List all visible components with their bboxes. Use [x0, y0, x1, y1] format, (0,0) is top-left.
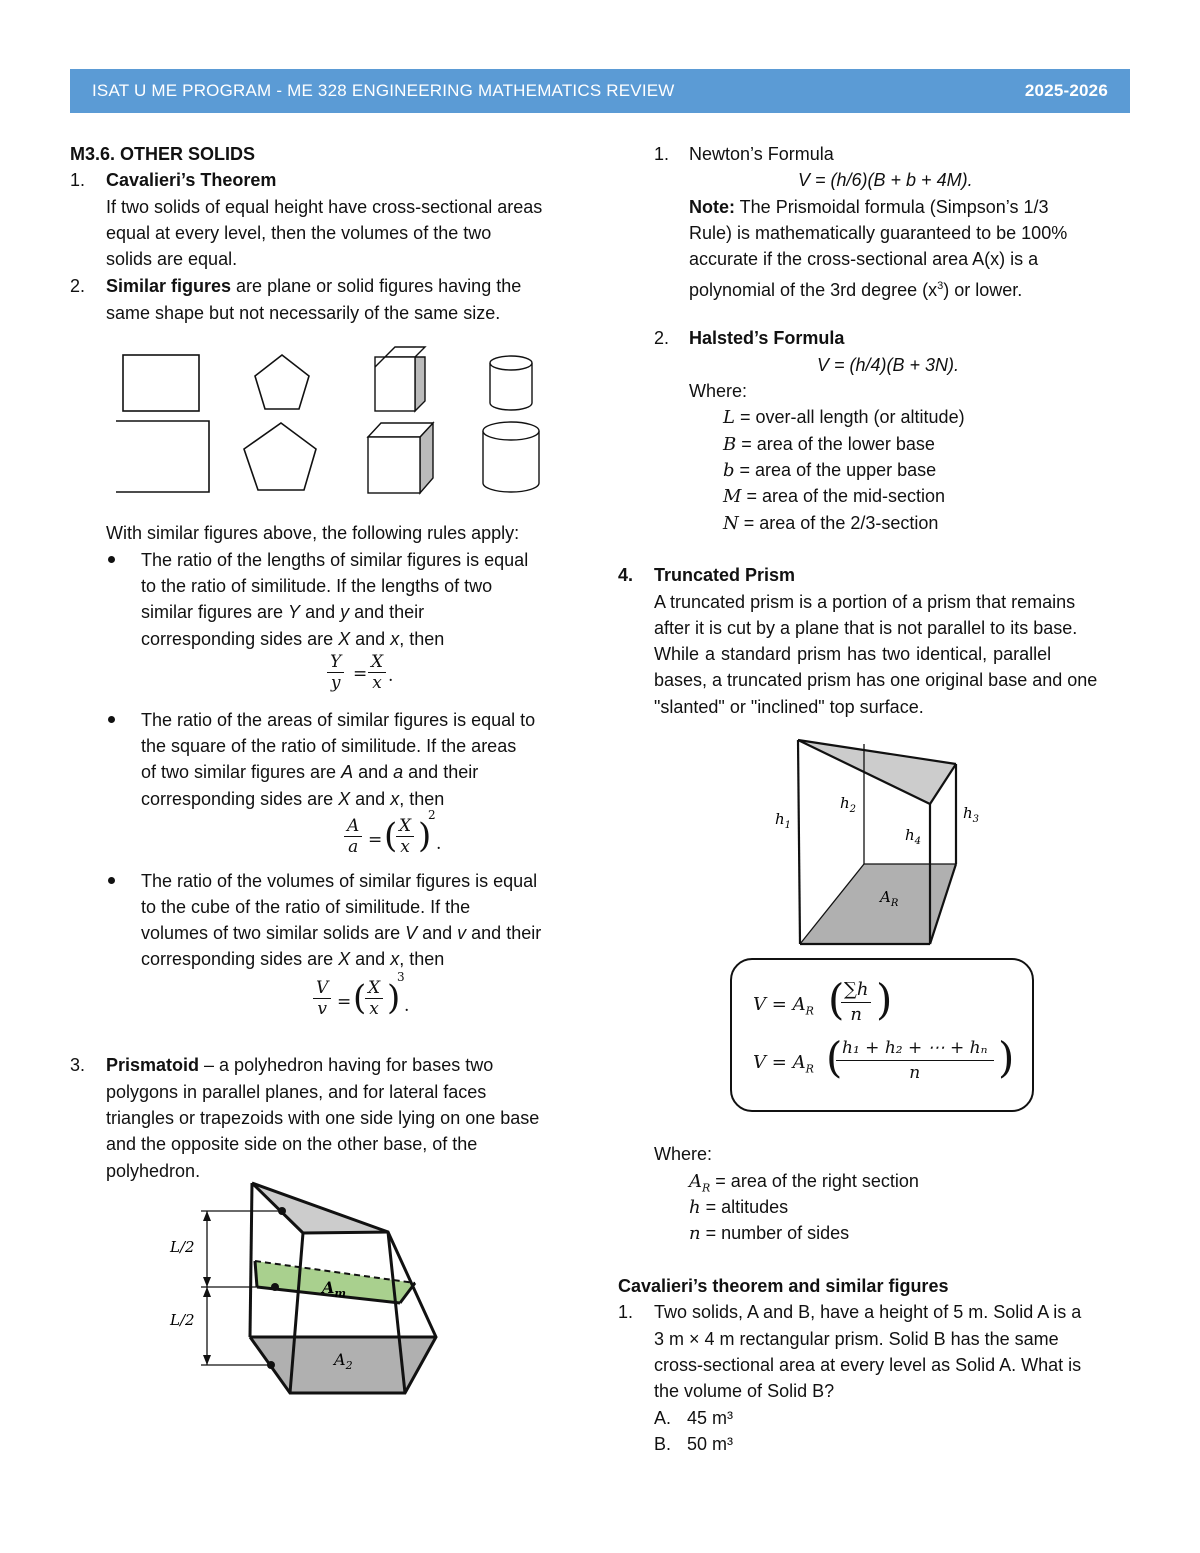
numerator: h₁ + h₂ + ⋯ + hₙ [836, 1036, 994, 1061]
item1-line: solids are equal. [106, 249, 238, 269]
rule1-line4 [141, 626, 444, 652]
symbol: L [723, 407, 735, 428]
fraction-A-a [344, 816, 362, 857]
var: x [390, 789, 400, 809]
bullet [108, 877, 115, 884]
item3-line: triangles or trapezoids with one side lying on one base [106, 1108, 540, 1128]
fraction-X-x [368, 652, 386, 693]
paren-right: ) [876, 975, 893, 1024]
where-label: Where: [689, 381, 748, 401]
small-pentagon [255, 355, 309, 409]
item3-line: and the opposite side on the other base, of the [106, 1134, 478, 1154]
text: corresponding sides are [141, 629, 339, 649]
symbol: A [792, 1052, 806, 1073]
symbol: h [689, 1197, 701, 1218]
text: and [300, 602, 341, 622]
var: Y [288, 602, 301, 622]
text: , then [399, 629, 445, 649]
definition [689, 1220, 849, 1247]
rule3-line4 [141, 946, 444, 972]
fraction-X-x [365, 978, 383, 1019]
sum-symbol: ∑ [844, 979, 857, 1000]
section-title: M3.6. OTHER SOLIDS [70, 144, 256, 164]
var: A [341, 762, 354, 782]
symbol: V [753, 1052, 766, 1073]
where-label: Where: [654, 1144, 713, 1164]
note-line1 [689, 194, 1048, 220]
var: a [393, 762, 404, 782]
text: and their [466, 923, 542, 943]
trunc-line: A truncated prism is a portion of a prism that remains [654, 592, 1076, 612]
definition-text: = number of sides [700, 1223, 850, 1243]
similar-figures-illustration [110, 345, 560, 500]
rule3-line3 [141, 920, 541, 946]
truncated-prism-diagram [760, 732, 1000, 952]
var: y [340, 602, 350, 622]
choice-label: B. [654, 1434, 672, 1454]
trunc-title: Truncated Prism [654, 565, 796, 585]
item3-line1-rest: – a polyhedron having for bases two [199, 1055, 494, 1075]
equals-sign: = [771, 1052, 787, 1073]
formula-expanded-lhs [753, 1052, 814, 1076]
paren-right: ) [387, 978, 401, 1018]
newton-number: 1. [654, 144, 670, 164]
half-length-label: L/2 [170, 1311, 195, 1329]
item3-title: Prismatoid [106, 1055, 200, 1075]
item2-title: Similar figures [106, 276, 232, 296]
text: and their [403, 762, 479, 782]
text: of two similar figures are [141, 762, 342, 782]
item1-number: 1. [70, 170, 86, 190]
period: . [404, 996, 410, 1016]
lower-base-area-label: $A_2$ [334, 1350, 353, 1372]
equals-sign: = [337, 992, 352, 1012]
item3-number: 3. [70, 1055, 86, 1075]
large-cube [368, 423, 433, 493]
symbol: b [723, 460, 735, 481]
item2-number: 2. [70, 276, 86, 296]
trunc-line: "slanted" or "inclined" top surface. [654, 697, 924, 717]
rule2-line: The ratio of the areas of similar figures is equal to [141, 710, 536, 730]
newton-title: Newton’s Formula [689, 144, 834, 164]
item2-line1 [106, 273, 521, 299]
text: similar figures are [141, 602, 289, 622]
text: and their [349, 602, 425, 622]
definition [689, 1194, 788, 1221]
numerator: X [368, 652, 386, 673]
fraction-Y-y [327, 652, 344, 693]
text: corresponding sides are [141, 949, 339, 969]
rule1-line: The ratio of the lengths of similar figures is equal [141, 550, 529, 570]
header-year: 2025-2026 [1024, 81, 1108, 100]
question-number: 1. [618, 1302, 634, 1322]
choice-label: A. [654, 1408, 672, 1428]
paren-right: ) [418, 816, 432, 856]
prismatoid-diagram [160, 1175, 450, 1400]
fraction-V-v [313, 978, 331, 1019]
mid-area-label: $A_m$ [322, 1278, 347, 1300]
numerator [841, 978, 871, 1003]
header-title: ISAT U ME PROGRAM - ME 328 ENGINEERING MATHEMATICS REVIEW [92, 81, 675, 100]
rule2-line3 [141, 759, 478, 785]
paren-left: ( [828, 975, 845, 1024]
definition-text: = over-all length (or altitude) [734, 407, 965, 427]
question-line: 3 m × 4 m rectangular prism. Solid B has the same [654, 1329, 1059, 1349]
text: and [353, 762, 394, 782]
numerator: V [313, 978, 331, 999]
paren-left: ( [353, 978, 367, 1018]
question-line: Two solids, A and B, have a height of 5 m. Solid A is a [654, 1302, 1082, 1322]
equals-sign: = [353, 664, 368, 684]
large-rectangle [116, 421, 209, 492]
denominator: n [909, 1063, 921, 1083]
rule3-line: to the cube of the ratio of similitude. If the [141, 897, 471, 917]
bullet [108, 556, 115, 563]
denominator: x [372, 673, 382, 693]
halsted-number: 2. [654, 328, 670, 348]
superscript: 3 [937, 280, 944, 292]
equals-sign: = [771, 994, 787, 1015]
item1-line: equal at every level, then the volumes of the two [106, 223, 492, 243]
var: X [338, 789, 351, 809]
numerator: A [344, 816, 362, 837]
text: and [350, 629, 391, 649]
exponent: 3 [397, 970, 405, 984]
newton-formula: V = (h/6)(B + b + 4M). [798, 170, 973, 190]
definition [723, 404, 965, 431]
numerator: Y [327, 652, 344, 673]
var: x [390, 949, 400, 969]
denominator: a [348, 837, 359, 857]
text: and [350, 949, 391, 969]
period: . [388, 666, 394, 686]
denominator: x [369, 999, 379, 1019]
paren-right: ) [998, 1033, 1015, 1082]
item1-title: Cavalieri’s Theorem [106, 170, 277, 190]
fraction-sum-expanded [836, 1036, 994, 1085]
paren-left: ( [826, 1033, 843, 1082]
choice-a [654, 1405, 733, 1431]
numerator: X [365, 978, 383, 999]
denominator: n [850, 1004, 863, 1025]
text: corresponding sides are [141, 789, 339, 809]
symbol: B [723, 434, 737, 455]
definition [723, 431, 935, 458]
note-line: Rule) is mathematically guaranteed to be 100% [689, 223, 1068, 243]
choice-text: 50 m³ [687, 1434, 734, 1454]
exponent: 2 [428, 808, 436, 822]
denominator: v [317, 999, 327, 1019]
definition-text: = area of the right section [710, 1171, 919, 1191]
item1-line: If two solids of equal height have cross-sectional areas [106, 197, 543, 217]
definition-text: = altitudes [700, 1197, 789, 1217]
h2-label: $h_2$ [840, 794, 857, 815]
period: . [436, 834, 442, 854]
trunc-line: While a standard prism has two identical, parallel [654, 644, 1052, 664]
definition-text: = area of the lower base [736, 434, 935, 454]
symbol: M [723, 486, 742, 507]
subscript: R [702, 1181, 711, 1195]
var: X [338, 629, 351, 649]
large-cylinder [483, 422, 539, 492]
trunc-line: bases, a truncated prism has one original base and one [654, 670, 1098, 690]
symbol: A [689, 1171, 702, 1192]
note-line: accurate if the cross-sectional area A(x) is a [689, 249, 1039, 269]
large-pentagon [244, 423, 316, 490]
rule2-line: the square of the ratio of similitude. If the areas [141, 736, 517, 756]
half-length-label: L/2 [170, 1238, 195, 1256]
symbol: V [753, 994, 766, 1015]
var: v [457, 923, 467, 943]
small-rectangle [123, 355, 199, 411]
question-line: cross-sectional area at every level as Solid A. What is [654, 1355, 1082, 1375]
symbol: N [723, 513, 739, 534]
denominator: y [330, 673, 341, 693]
right-section-area-label: $A_R$ [880, 888, 899, 909]
text: ) or lower. [943, 280, 1023, 300]
definition-text: = area of the mid-section [741, 486, 946, 506]
symbol: h [856, 979, 869, 1000]
rule3-line: The ratio of the volumes of similar figures is equal [141, 871, 538, 891]
h4-label: $h_4$ [905, 826, 922, 847]
fraction-sum-h-over-n [841, 978, 871, 1027]
definition [723, 510, 938, 537]
item3-line1 [106, 1052, 493, 1078]
choice-text: 45 m³ [687, 1408, 734, 1428]
fraction-X-x [396, 816, 414, 857]
h3-label: $h_3$ [963, 804, 980, 825]
definition [723, 483, 945, 510]
cavalieri-problems-title: Cavalieri’s theorem and similar figures [618, 1276, 949, 1296]
var: V [405, 923, 418, 943]
note-line-last [689, 273, 1022, 303]
text: , then [399, 949, 445, 969]
item2-line1-rest: are plane or solid figures having the [231, 276, 522, 296]
note-label: Note: [689, 197, 735, 217]
page-header [70, 69, 1130, 113]
small-cylinder [490, 356, 532, 410]
item3-line: polygons in parallel planes, and for lateral faces [106, 1082, 487, 1102]
item2-line2: same shape but not necessarily of the same size. [106, 303, 501, 323]
paren-left: ( [384, 816, 398, 856]
text: and [417, 923, 458, 943]
h1-label: $h_1$ [775, 810, 792, 831]
choice-b [654, 1431, 733, 1457]
small-cube [375, 347, 425, 411]
text: , then [399, 789, 445, 809]
text: and [350, 789, 391, 809]
rules-intro: With similar figures above, the following rules apply: [106, 523, 520, 543]
item3-line: polyhedron. [106, 1161, 201, 1181]
definition-text: = area of the upper base [734, 460, 937, 480]
formula-sum-lhs [753, 994, 814, 1018]
equals-sign: = [368, 830, 383, 850]
trunc-line: after it is cut by a plane that is not parallel to its base. [654, 618, 1078, 638]
numerator: X [396, 816, 414, 837]
definition-text: = area of the 2/3-section [738, 513, 939, 533]
var: X [338, 949, 351, 969]
denominator: x [400, 837, 410, 857]
subscript: R [805, 1004, 814, 1018]
definition [723, 457, 936, 484]
trunc-number: 4. [618, 565, 634, 585]
symbol: n [689, 1223, 701, 1244]
text: volumes of two similar solids are [141, 923, 406, 943]
halsted-title: Halsted’s Formula [689, 328, 845, 348]
question-line: the volume of Solid B? [654, 1381, 835, 1401]
text: polynomial of the 3rd degree (x [689, 280, 938, 300]
bullet [108, 716, 115, 723]
rule1-line: to the ratio of similitude. If the lengths of two [141, 576, 493, 596]
var: x [390, 629, 400, 649]
rule1-line3 [141, 599, 424, 625]
subscript: R [805, 1062, 814, 1076]
note-line1-rest: The Prismoidal formula (Simpson’s 1/3 [735, 197, 1049, 217]
halsted-formula: V = (h/4)(B + 3N). [817, 355, 960, 375]
symbol: A [792, 994, 806, 1015]
rule2-line4 [141, 786, 444, 812]
